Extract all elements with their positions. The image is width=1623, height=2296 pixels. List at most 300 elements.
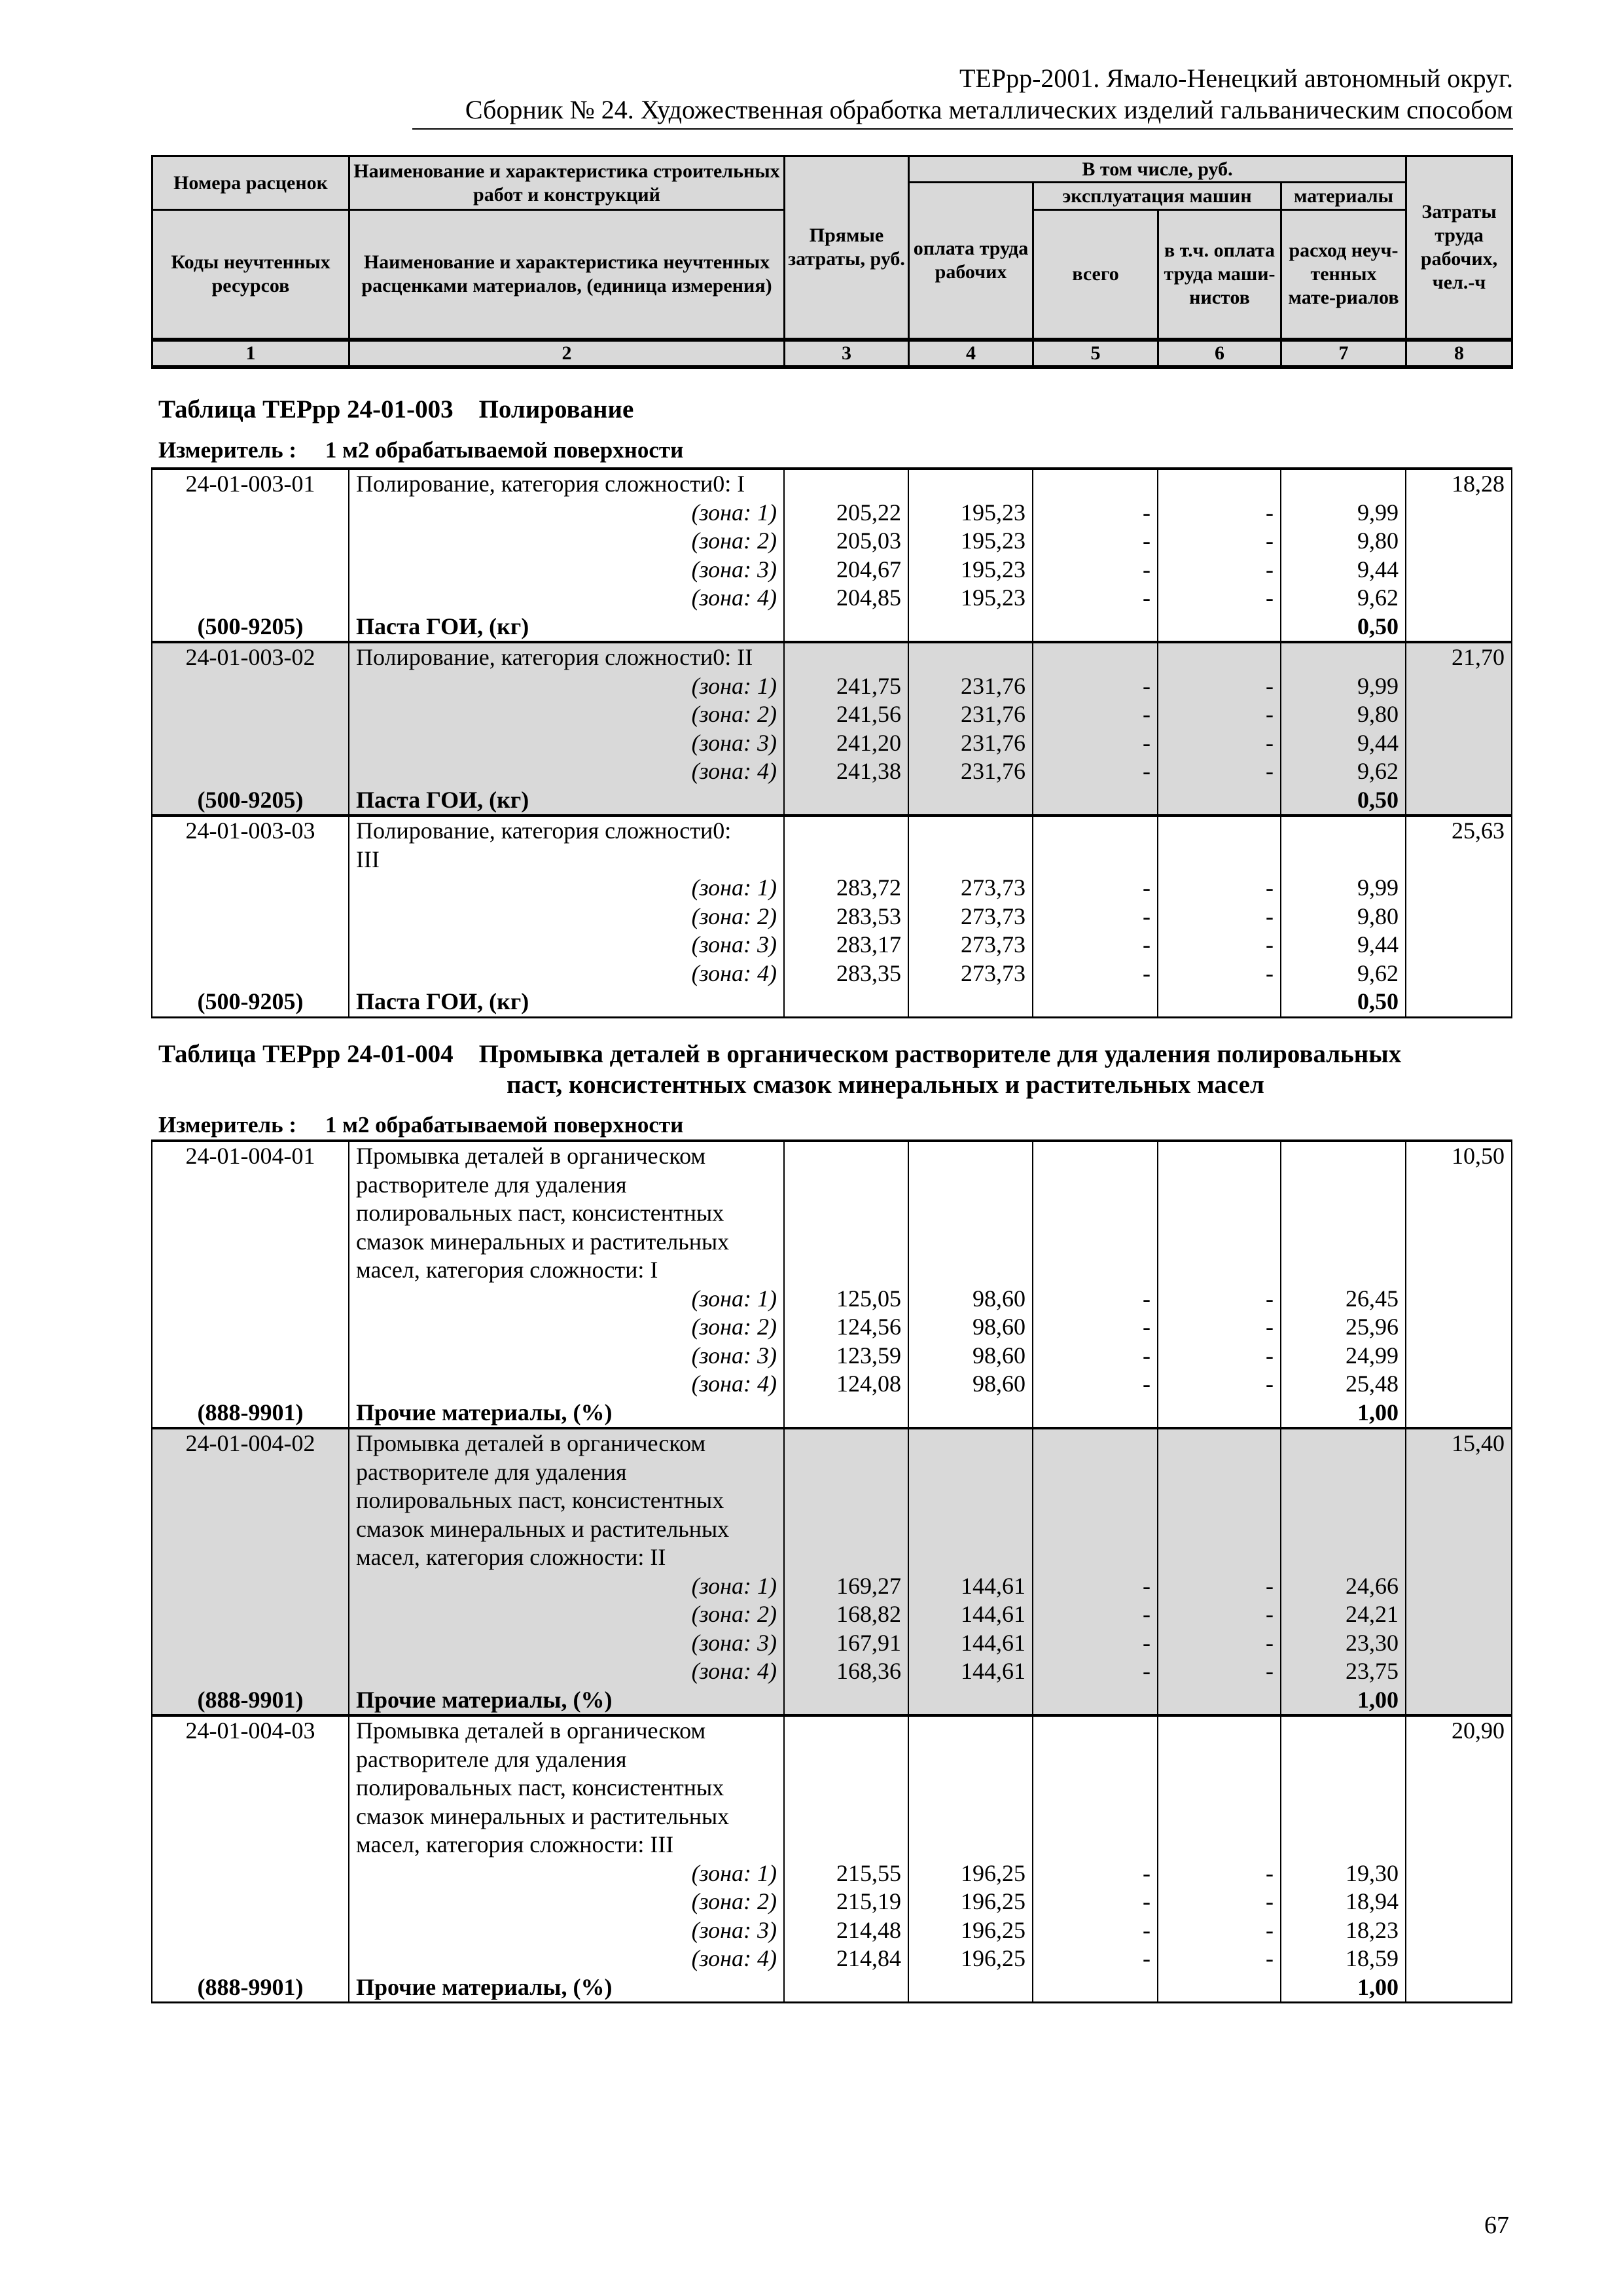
zone-label: (зона: 2) — [349, 903, 784, 931]
empty-cell — [1033, 1228, 1158, 1257]
empty-cell — [1158, 1686, 1281, 1716]
zone-row — [152, 1285, 1512, 1314]
empty-cell — [1033, 1141, 1158, 1171]
material-row — [152, 1973, 1512, 2003]
rate-code — [152, 1774, 349, 1803]
operator-pay: - — [1158, 1859, 1281, 1888]
machine-total: - — [1033, 729, 1158, 758]
zone-row — [152, 729, 1512, 758]
empty-cell — [1033, 1199, 1158, 1228]
empty-cell — [908, 1228, 1033, 1257]
direct-costs: 204,67 — [784, 556, 908, 584]
machine-total: - — [1033, 1888, 1158, 1916]
zone-label: (зона: 4) — [349, 1370, 784, 1399]
direct-costs: 214,48 — [784, 1916, 908, 1945]
operator-pay: - — [1158, 1572, 1281, 1601]
direct-costs: 283,53 — [784, 903, 908, 931]
machine-total: - — [1033, 1859, 1158, 1888]
empty-cell — [1406, 903, 1512, 931]
machine-total: - — [1033, 874, 1158, 903]
empty-cell — [1281, 1199, 1406, 1228]
rate-description-line: масел, категория сложности: II — [349, 1543, 784, 1572]
empty-cell — [908, 469, 1033, 499]
zone-row — [152, 1888, 1512, 1916]
machine-total: - — [1033, 1313, 1158, 1342]
rate-code — [152, 1228, 349, 1257]
zone-row — [152, 903, 1512, 931]
empty-cell — [784, 642, 908, 672]
empty-cell — [1158, 1141, 1281, 1171]
rate-code — [152, 1515, 349, 1544]
rates-table-24-01-003 — [151, 467, 1512, 1018]
empty-cell — [1406, 613, 1512, 643]
direct-costs: 283,35 — [784, 960, 908, 988]
empty-cell — [784, 469, 908, 499]
empty-cell — [784, 1543, 908, 1572]
zone-label: (зона: 4) — [349, 1945, 784, 1973]
empty-cell — [908, 988, 1033, 1017]
machine-total: - — [1033, 1657, 1158, 1686]
empty-cell — [1033, 1831, 1158, 1859]
empty-cell — [784, 613, 908, 643]
rate-row — [152, 469, 1512, 499]
labor-pay: 98,60 — [908, 1313, 1033, 1342]
empty-cell — [908, 1543, 1033, 1572]
empty-cell — [1033, 988, 1158, 1017]
materials-cost: 9,62 — [1281, 960, 1406, 988]
operator-pay: - — [1158, 1657, 1281, 1686]
zone-row — [152, 931, 1512, 960]
empty-cell — [1281, 1228, 1406, 1257]
empty-cell — [784, 1774, 908, 1803]
direct-costs: 123,59 — [784, 1342, 908, 1371]
labor-costs — [1406, 1831, 1512, 1859]
table-measure: Измеритель : 1 м2 обрабатываемой поверхности — [158, 437, 684, 463]
empty-cell — [784, 1141, 908, 1171]
machine-total: - — [1033, 700, 1158, 729]
rate-description-line: полировальных паст, консистентных — [349, 1486, 784, 1515]
material-quantity: 1,00 — [1281, 1686, 1406, 1716]
zone-row — [152, 757, 1512, 786]
empty-cell — [784, 1803, 908, 1831]
rate-row — [152, 1486, 1512, 1515]
materials-cost: 24,66 — [1281, 1572, 1406, 1601]
machine-total: - — [1033, 584, 1158, 613]
operator-pay: - — [1158, 1916, 1281, 1945]
material-name: Паста ГОИ, (кг) — [349, 988, 784, 1017]
labor-pay: 98,60 — [908, 1370, 1033, 1399]
labor-pay: 273,73 — [908, 874, 1033, 903]
zone-label: (зона: 3) — [349, 1342, 784, 1371]
empty-cell — [784, 1746, 908, 1774]
empty-cell — [1033, 1458, 1158, 1487]
machine-total: - — [1033, 556, 1158, 584]
empty-cell — [1158, 1715, 1281, 1746]
rate-row — [152, 1746, 1512, 1774]
material-name: Прочие материалы, (%) — [349, 1399, 784, 1429]
empty-cell — [1158, 1774, 1281, 1803]
empty-cell — [1033, 1428, 1158, 1458]
empty-cell — [784, 1515, 908, 1544]
empty-cell — [1033, 846, 1158, 874]
empty-cell — [1406, 988, 1512, 1017]
rate-row — [152, 1428, 1512, 1458]
empty-cell — [784, 816, 908, 846]
empty-cell — [1406, 1370, 1512, 1399]
empty-cell — [1158, 1171, 1281, 1200]
empty-cell — [1281, 816, 1406, 846]
empty-cell — [152, 729, 349, 758]
material-code: (888-9901) — [152, 1686, 349, 1716]
material-row — [152, 1686, 1512, 1716]
empty-cell — [1158, 469, 1281, 499]
zone-label: (зона: 2) — [349, 527, 784, 556]
empty-cell — [1158, 1458, 1281, 1487]
empty-cell — [1158, 816, 1281, 846]
rate-row — [152, 846, 1512, 874]
empty-cell — [1406, 556, 1512, 584]
direct-costs: 283,17 — [784, 931, 908, 960]
empty-cell — [152, 556, 349, 584]
empty-cell — [1033, 1543, 1158, 1572]
empty-cell — [1406, 1600, 1512, 1629]
rate-code: 24-01-004-01 — [152, 1141, 349, 1171]
labor-costs — [1406, 1515, 1512, 1544]
rate-description-line: растворителе для удаления — [349, 1458, 784, 1487]
labor-costs: 15,40 — [1406, 1428, 1512, 1458]
zone-label: (зона: 2) — [349, 1888, 784, 1916]
rate-row — [152, 816, 1512, 846]
direct-costs: 241,56 — [784, 700, 908, 729]
empty-cell — [908, 642, 1033, 672]
zone-label: (зона: 2) — [349, 1313, 784, 1342]
empty-cell — [1281, 1256, 1406, 1285]
direct-costs: 283,72 — [784, 874, 908, 903]
empty-cell — [1158, 1399, 1281, 1429]
empty-cell — [1158, 1199, 1281, 1228]
zone-label: (зона: 1) — [349, 672, 784, 701]
empty-cell — [1406, 1285, 1512, 1314]
rate-description-line: Полирование, категория сложности0: II — [349, 642, 784, 672]
zone-row — [152, 1657, 1512, 1686]
zone-label: (зона: 3) — [349, 1916, 784, 1945]
operator-pay: - — [1158, 1888, 1281, 1916]
labor-costs: 18,28 — [1406, 469, 1512, 499]
rate-row — [152, 1458, 1512, 1487]
empty-cell — [1281, 1458, 1406, 1487]
empty-cell — [1158, 1228, 1281, 1257]
zone-row — [152, 700, 1512, 729]
empty-cell — [152, 960, 349, 988]
rate-code — [152, 1199, 349, 1228]
empty-cell — [1033, 1171, 1158, 1200]
rate-code — [152, 1256, 349, 1285]
operator-pay: - — [1158, 672, 1281, 701]
material-code: (500-9205) — [152, 613, 349, 643]
empty-cell — [152, 1859, 349, 1888]
column-number: 6 — [1158, 340, 1281, 367]
labor-pay: 196,25 — [908, 1888, 1033, 1916]
materials-cost: 18,94 — [1281, 1888, 1406, 1916]
empty-cell — [1406, 672, 1512, 701]
rate-row — [152, 1803, 1512, 1831]
empty-cell — [1281, 1831, 1406, 1859]
empty-cell — [152, 1600, 349, 1629]
empty-cell — [1281, 1141, 1406, 1171]
labor-pay: 144,61 — [908, 1657, 1033, 1686]
empty-cell — [1033, 1803, 1158, 1831]
empty-cell — [152, 584, 349, 613]
labor-pay: 98,60 — [908, 1285, 1033, 1314]
rate-row — [152, 1228, 1512, 1257]
materials-cost: 9,62 — [1281, 584, 1406, 613]
empty-cell — [908, 1803, 1033, 1831]
zone-label: (зона: 3) — [349, 729, 784, 758]
empty-cell — [152, 1888, 349, 1916]
direct-costs: 204,85 — [784, 584, 908, 613]
column-number: 3 — [785, 340, 909, 367]
empty-cell — [1281, 1515, 1406, 1544]
page-number: 67 — [1484, 2212, 1509, 2239]
materials-cost: 26,45 — [1281, 1285, 1406, 1314]
direct-costs: 124,56 — [784, 1313, 908, 1342]
empty-cell — [152, 1313, 349, 1342]
rate-code — [152, 1831, 349, 1859]
materials-cost: 18,23 — [1281, 1916, 1406, 1945]
header-work-name: Наименование и характеристика строительных работ и конструкций — [349, 156, 785, 210]
labor-pay: 196,25 — [908, 1945, 1033, 1973]
zone-label: (зона: 3) — [349, 931, 784, 960]
empty-cell — [908, 1715, 1033, 1746]
operator-pay: - — [1158, 1600, 1281, 1629]
empty-cell — [1158, 613, 1281, 643]
header-machine-total: всего — [1033, 210, 1158, 340]
empty-cell — [1033, 816, 1158, 846]
zone-label: (зона: 3) — [349, 1629, 784, 1658]
labor-pay: 98,60 — [908, 1342, 1033, 1371]
empty-cell — [1033, 642, 1158, 672]
operator-pay: - — [1158, 960, 1281, 988]
labor-pay: 144,61 — [908, 1629, 1033, 1658]
direct-costs: 241,20 — [784, 729, 908, 758]
machine-total: - — [1033, 1285, 1158, 1314]
empty-cell — [784, 1399, 908, 1429]
labor-pay: 231,76 — [908, 729, 1033, 758]
empty-cell — [1033, 1686, 1158, 1716]
direct-costs: 215,55 — [784, 1859, 908, 1888]
header-rule — [412, 128, 1513, 130]
material-quantity: 0,50 — [1281, 988, 1406, 1017]
rate-row — [152, 1715, 1512, 1746]
machine-total: - — [1033, 1945, 1158, 1973]
empty-cell — [152, 499, 349, 528]
material-quantity: 0,50 — [1281, 786, 1406, 816]
materials-cost: 24,21 — [1281, 1600, 1406, 1629]
empty-cell — [1406, 1313, 1512, 1342]
empty-cell — [152, 874, 349, 903]
column-number: 4 — [909, 340, 1033, 367]
material-name: Прочие материалы, (%) — [349, 1686, 784, 1716]
empty-cell — [908, 816, 1033, 846]
empty-cell — [152, 757, 349, 786]
empty-cell — [908, 1399, 1033, 1429]
zone-label: (зона: 4) — [349, 584, 784, 613]
empty-cell — [784, 846, 908, 874]
empty-cell — [1033, 613, 1158, 643]
empty-cell — [1406, 700, 1512, 729]
table-measure: Измеритель : 1 м2 обрабатываемой поверхности — [158, 1112, 684, 1138]
zone-row — [152, 1342, 1512, 1371]
material-row — [152, 988, 1512, 1017]
empty-cell — [908, 613, 1033, 643]
materials-cost: 9,80 — [1281, 903, 1406, 931]
empty-cell — [1406, 1342, 1512, 1371]
empty-cell — [1033, 786, 1158, 816]
empty-cell — [784, 1256, 908, 1285]
machine-total: - — [1033, 931, 1158, 960]
header-material-name: Наименование и характеристика неучтенных расценками материалов, (единица измерения) — [349, 210, 785, 340]
rate-code — [152, 846, 349, 874]
rate-description-line: смазок минеральных и растительных — [349, 1803, 784, 1831]
empty-cell — [1281, 1171, 1406, 1200]
header-rate-numbers: Номера расценок — [152, 156, 349, 210]
labor-pay: 273,73 — [908, 931, 1033, 960]
labor-pay: 195,23 — [908, 556, 1033, 584]
empty-cell — [152, 1285, 349, 1314]
header-unaccounted-materials: расход неуч-тенных мате-риалов — [1281, 210, 1406, 340]
labor-costs — [1406, 1543, 1512, 1572]
operator-pay: - — [1158, 527, 1281, 556]
labor-costs: 10,50 — [1406, 1141, 1512, 1171]
operator-pay: - — [1158, 757, 1281, 786]
material-quantity: 1,00 — [1281, 1973, 1406, 2003]
machine-total: - — [1033, 903, 1158, 931]
materials-cost: 19,30 — [1281, 1859, 1406, 1888]
machine-total: - — [1033, 1342, 1158, 1371]
empty-cell — [784, 786, 908, 816]
empty-cell — [1281, 1486, 1406, 1515]
table-title: Таблица ТЕРрр 24-01-003 Полирование — [158, 395, 634, 423]
materials-cost: 9,99 — [1281, 499, 1406, 528]
labor-costs — [1406, 1803, 1512, 1831]
machine-total: - — [1033, 527, 1158, 556]
empty-cell — [908, 846, 1033, 874]
empty-cell — [152, 1370, 349, 1399]
header-labor-costs: Затраты труда рабочих, чел.-ч — [1406, 156, 1512, 340]
direct-costs: 168,36 — [784, 1657, 908, 1686]
rate-description-line: Промывка деталей в органическом — [349, 1141, 784, 1171]
header-operator-pay: в т.ч. оплата труда маши-нистов — [1158, 210, 1281, 340]
rate-description-line: смазок минеральных и растительных — [349, 1228, 784, 1257]
empty-cell — [1406, 1859, 1512, 1888]
zone-label: (зона: 4) — [349, 757, 784, 786]
rate-description-line: Промывка деталей в органическом — [349, 1715, 784, 1746]
zone-label: (зона: 1) — [349, 1859, 784, 1888]
rate-description-line: полировальных паст, консистентных — [349, 1774, 784, 1803]
operator-pay: - — [1158, 1629, 1281, 1658]
empty-cell — [784, 988, 908, 1017]
empty-cell — [784, 1486, 908, 1515]
rate-description-line: III — [349, 846, 784, 874]
empty-cell — [784, 1428, 908, 1458]
empty-cell — [1158, 1831, 1281, 1859]
rate-code: 24-01-004-03 — [152, 1715, 349, 1746]
labor-costs — [1406, 1746, 1512, 1774]
direct-costs: 241,38 — [784, 757, 908, 786]
document-header-title: ТЕРрр-2001. Ямало-Ненецкий автономный округ. — [959, 63, 1513, 93]
rate-code — [152, 1486, 349, 1515]
operator-pay: - — [1158, 729, 1281, 758]
rate-description-line: Полирование, категория сложности0: I — [349, 469, 784, 499]
operator-pay: - — [1158, 1342, 1281, 1371]
labor-costs — [1406, 1228, 1512, 1257]
empty-cell — [1281, 1715, 1406, 1746]
zone-label: (зона: 1) — [349, 874, 784, 903]
zone-row — [152, 1313, 1512, 1342]
material-name: Паста ГОИ, (кг) — [349, 613, 784, 643]
materials-cost: 9,44 — [1281, 729, 1406, 758]
zone-label: (зона: 4) — [349, 1657, 784, 1686]
machine-total: - — [1033, 499, 1158, 528]
empty-cell — [908, 1686, 1033, 1716]
empty-cell — [908, 1774, 1033, 1803]
empty-cell — [784, 1973, 908, 2003]
labor-costs: 21,70 — [1406, 642, 1512, 672]
zone-row — [152, 960, 1512, 988]
empty-cell — [1406, 1399, 1512, 1429]
empty-cell — [1158, 642, 1281, 672]
rate-row — [152, 1199, 1512, 1228]
materials-cost: 9,80 — [1281, 527, 1406, 556]
rate-code — [152, 1171, 349, 1200]
empty-cell — [784, 1715, 908, 1746]
machine-total: - — [1033, 757, 1158, 786]
material-row — [152, 786, 1512, 816]
rate-description-line: полировальных паст, консистентных — [349, 1199, 784, 1228]
empty-cell — [1406, 1888, 1512, 1916]
direct-costs: 205,22 — [784, 499, 908, 528]
rate-code: 24-01-004-02 — [152, 1428, 349, 1458]
labor-costs — [1406, 1458, 1512, 1487]
table-title: Таблица ТЕРрр 24-01-004 Промывка деталей в органическом растворителе для удаления полировальных — [158, 1040, 1402, 1068]
column-number: 2 — [349, 340, 785, 367]
empty-cell — [152, 1629, 349, 1658]
empty-cell — [1406, 786, 1512, 816]
empty-cell — [1158, 846, 1281, 874]
rate-description-line: масел, категория сложности: I — [349, 1256, 784, 1285]
labor-costs: 20,90 — [1406, 1715, 1512, 1746]
empty-cell — [1158, 786, 1281, 816]
material-code: (500-9205) — [152, 988, 349, 1017]
rate-row — [152, 1831, 1512, 1859]
rate-code — [152, 1543, 349, 1572]
labor-pay: 144,61 — [908, 1600, 1033, 1629]
zone-row — [152, 1629, 1512, 1658]
operator-pay: - — [1158, 903, 1281, 931]
table-title-continuation: паст, консистентных смазок минеральных и растительных масел — [507, 1071, 1264, 1099]
empty-cell — [1406, 1973, 1512, 2003]
empty-cell — [1406, 1657, 1512, 1686]
operator-pay: - — [1158, 499, 1281, 528]
rate-description-line: Промывка деталей в органическом — [349, 1428, 784, 1458]
empty-cell — [152, 931, 349, 960]
zone-row — [152, 1572, 1512, 1601]
zone-label: (зона: 1) — [349, 1572, 784, 1601]
labor-pay: 195,23 — [908, 499, 1033, 528]
empty-cell — [1158, 988, 1281, 1017]
empty-cell — [1281, 469, 1406, 499]
labor-pay: 196,25 — [908, 1859, 1033, 1888]
